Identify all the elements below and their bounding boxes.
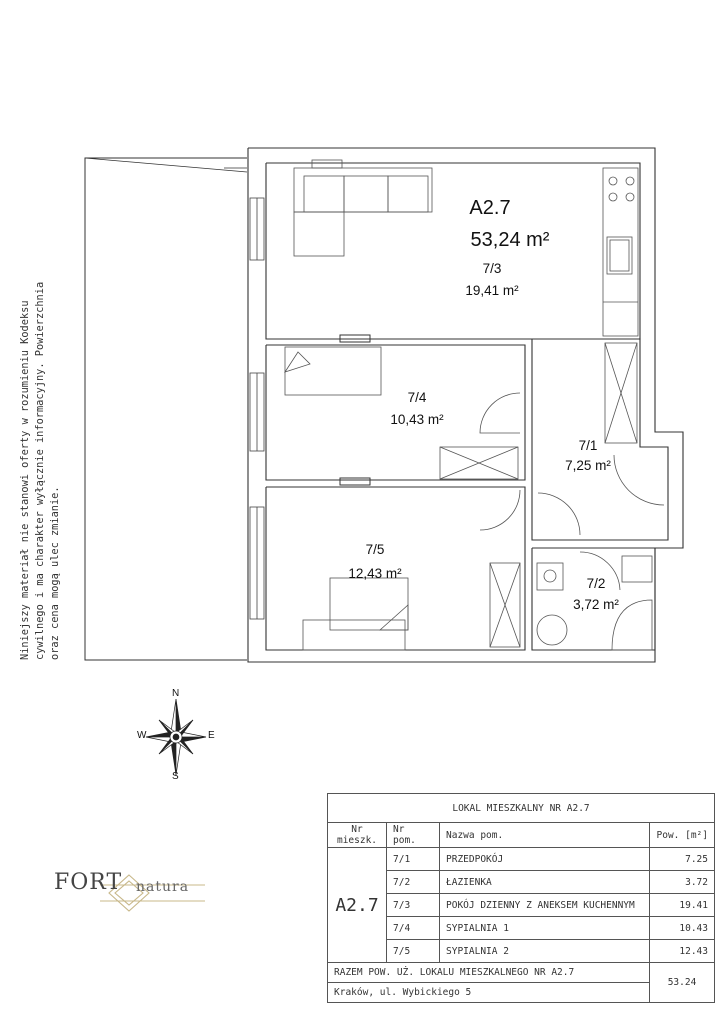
- room-7-1-area: 7,25 m²: [565, 458, 611, 473]
- row-room-no: 7/3: [387, 894, 440, 917]
- total-value: 53.24: [650, 963, 715, 1003]
- unit-id: A2.7: [469, 197, 511, 219]
- compass-rose: [142, 699, 210, 775]
- disclaimer-line-3: oraz cena mogą ulec zmianie.: [49, 486, 61, 660]
- row-room-area: 3.72: [650, 871, 715, 894]
- total-label: RAZEM POW. UŻ. LOKALU MIESZKALNEGO NR A2.7: [328, 963, 650, 983]
- header-room: Nr pom.: [387, 823, 440, 848]
- door-swings: [480, 393, 664, 590]
- table-row: [328, 917, 715, 940]
- row-room-name: ŁAZIENKA: [440, 871, 650, 894]
- row-room-no: 7/1: [387, 848, 440, 871]
- compass-north: N: [172, 688, 180, 699]
- room-7-2-area: 3,72 m²: [573, 597, 619, 612]
- sofa: [294, 160, 432, 256]
- door-stubs: [340, 335, 370, 485]
- row-room-no: 7/2: [387, 871, 440, 894]
- header-unit: Nr mieszk.: [328, 823, 387, 848]
- room-7-1-no: 7/1: [578, 438, 598, 453]
- compass-west: W: [137, 730, 147, 741]
- table-row: [328, 940, 715, 963]
- table-row: [328, 848, 715, 871]
- room-7-3-no: 7/3: [482, 261, 502, 276]
- room-7-3-area: 19,41 m²: [465, 283, 519, 298]
- row-room-no: 7/4: [387, 917, 440, 940]
- row-room-area: 19.41: [650, 894, 715, 917]
- area-legend-table: [327, 793, 715, 1003]
- legend-title: LOKAL MIESZKALNY NR A2.7: [328, 794, 715, 823]
- brand-natura: natura: [136, 879, 190, 895]
- brand-fort: FORT: [54, 870, 123, 895]
- legend-unit-id: A2.7: [328, 848, 387, 963]
- wardrobe: [605, 343, 637, 443]
- row-room-no: 7/5: [387, 940, 440, 963]
- header-name: Nazwa pom.: [440, 823, 650, 848]
- brand-logo: [50, 860, 210, 920]
- table-row: [328, 871, 715, 894]
- kitchen: [603, 168, 638, 336]
- unit-area: 53,24 m²: [470, 229, 550, 251]
- windows: [250, 198, 264, 619]
- address: Kraków, ul. Wybickiego 5: [328, 983, 650, 1003]
- room-7-5-area: 12,43 m²: [348, 566, 402, 581]
- row-room-name: PRZEDPOKÓJ: [440, 848, 650, 871]
- disclaimer-line-1: Niniejszy materiał nie stanowi oferty w rozumieniu Kodeksu: [19, 300, 31, 660]
- room-7-5-no: 7/5: [365, 542, 385, 557]
- row-room-area: 7.25: [650, 848, 715, 871]
- room-7-2-no: 7/2: [586, 576, 606, 591]
- disclaimer-line-2: cywilnego i ma charakter wyłącznie informacyjny. Powierzchnia: [34, 281, 46, 660]
- room-7-4-area: 10,43 m²: [390, 412, 444, 427]
- room-7-4-no: 7/4: [407, 390, 427, 405]
- row-room-area: 12.43: [650, 940, 715, 963]
- disclaimer-note: [18, 281, 63, 660]
- row-room-name: SYPIALNIA 2: [440, 940, 650, 963]
- row-room-area: 10.43: [650, 917, 715, 940]
- compass-south: S: [172, 771, 179, 782]
- terrace-outline: [85, 158, 247, 660]
- table-row: [328, 894, 715, 917]
- row-room-name: POKÓJ DZIENNY Z ANEKSEM KUCHENNYM: [440, 894, 650, 917]
- header-area: Pow. [m²]: [650, 823, 715, 848]
- row-room-name: SYPIALNIA 1: [440, 917, 650, 940]
- compass-east: E: [208, 730, 215, 741]
